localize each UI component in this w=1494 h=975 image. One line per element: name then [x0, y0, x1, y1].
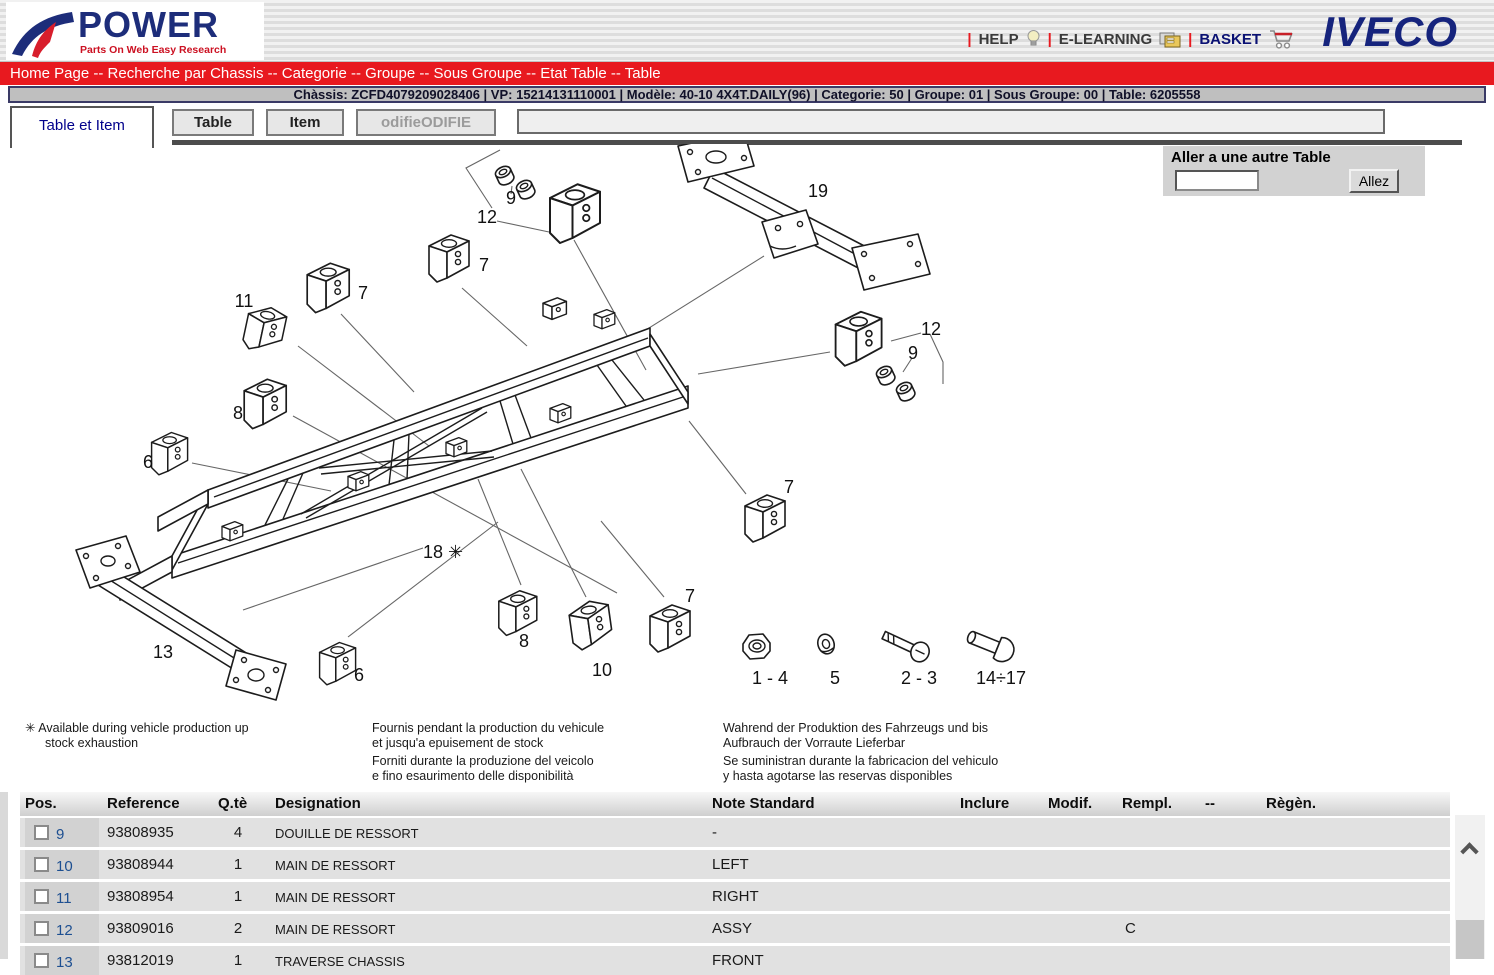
hardware-parts — [743, 625, 1018, 665]
part-callout: 12 — [920, 319, 942, 339]
col-regen: Règèn. — [1266, 795, 1317, 812]
part-callout: 18 ✳ — [422, 542, 464, 562]
pos-number[interactable]: 12 — [56, 921, 73, 939]
table-row — [20, 946, 1450, 975]
table-row — [20, 850, 1450, 879]
breadcrumb-link[interactable]: Home Page — [10, 65, 90, 82]
designation-cell: MAIN DE RESSORT — [275, 858, 396, 873]
reference-cell: 93809016 — [107, 920, 174, 937]
breadcrumb-separator: -- — [415, 65, 434, 82]
table-button[interactable]: Table — [172, 109, 254, 136]
row-checkbox[interactable] — [34, 953, 49, 968]
pos-cell — [25, 914, 99, 943]
part-callout: 1 - 4 — [751, 668, 789, 688]
footnote-it: Forniti durante la produzione del veicolo e fino esaurimento delle disponibilità — [372, 754, 594, 783]
row-checkbox[interactable] — [34, 889, 49, 904]
washer-part — [815, 632, 836, 656]
note-cell: - — [712, 824, 717, 841]
goto-table-input[interactable] — [1175, 170, 1259, 191]
note-cell: ASSY — [712, 920, 753, 937]
table-header — [20, 792, 1450, 816]
goto-table-title: Aller a une autre Table — [1171, 149, 1331, 166]
col-modif: Modif. — [1048, 795, 1093, 812]
part-callout: 7 — [783, 477, 795, 497]
part-callout: 6 — [142, 452, 154, 472]
reference-cell: 93808944 — [107, 856, 174, 873]
asterisk-icon: ✳ — [25, 721, 36, 735]
lightbulb-icon — [1026, 29, 1041, 49]
breadcrumb-link[interactable]: Sous Groupe — [433, 65, 522, 82]
col-pos: Pos. — [25, 795, 57, 812]
part-callout: 9 — [907, 343, 919, 363]
power-logo-subtitle: Parts On Web Easy Research — [80, 44, 227, 56]
pos-cell — [25, 818, 99, 847]
part-callout: 9 — [505, 188, 517, 208]
part-callout: 7 — [478, 255, 490, 275]
designation-cell: MAIN DE RESSORT — [275, 922, 396, 937]
breadcrumb-link[interactable]: Table — [624, 65, 661, 82]
note-cell: LEFT — [712, 856, 749, 873]
footnote-es: Se suministran durante la fabricacion del vehiculo y hasta agotarse las reservas disponibles — [723, 754, 999, 783]
elearning-link[interactable]: E-LEARNING — [1058, 30, 1153, 48]
col-dash: -- — [1205, 795, 1215, 812]
reference-cell: 93808954 — [107, 888, 174, 905]
breadcrumb-link[interactable]: Categorie — [281, 65, 347, 82]
iveco-logo[interactable]: IVECO — [1322, 8, 1458, 55]
breadcrumb-separator: -- — [521, 65, 541, 82]
reference-cell: 93812019 — [107, 952, 174, 969]
nut-part — [743, 634, 770, 659]
table-row — [20, 818, 1450, 847]
table-row — [20, 914, 1450, 943]
part-callout: 13 — [152, 642, 174, 662]
qty-cell: 1 — [233, 952, 243, 969]
qty-cell: 1 — [233, 888, 243, 905]
footnote-de: Wahrend der Produktion des Fahrzeugs und bis Aufbrauch der Vorraute Lieferbar — [723, 721, 988, 750]
header-nav — [967, 28, 1294, 50]
row-checkbox[interactable] — [34, 921, 49, 936]
note-cell: FRONT — [712, 952, 764, 969]
part-callout: 7 — [684, 586, 696, 606]
qty-cell: 2 — [233, 920, 243, 937]
part-callout: 7 — [357, 283, 369, 303]
part-callout: 10 — [591, 660, 613, 680]
col-inclure: Inclure — [960, 795, 1010, 812]
nav-separator: | — [1188, 30, 1193, 48]
qty-cell: 4 — [233, 824, 243, 841]
crossmember-19 — [678, 144, 930, 290]
designation-cell: DOUILLE DE RESSORT — [275, 826, 419, 841]
footnote-fr: Fournis pendant la production du vehicule et jusqu'a epuisement de stock — [372, 721, 605, 750]
top-header — [0, 0, 1494, 62]
power-logo-text: POWER — [78, 4, 220, 45]
bolt-part — [880, 626, 933, 665]
power-swoosh-icon — [10, 8, 76, 60]
goto-table-panel — [1163, 146, 1425, 196]
breadcrumb-separator: -- — [346, 65, 366, 82]
toolbar-input[interactable] — [517, 109, 1385, 134]
cart-icon — [1268, 28, 1294, 50]
col-qty: Q.tè — [218, 795, 248, 812]
nav-separator: | — [967, 30, 972, 48]
modify-button[interactable]: odifieODIFIE — [356, 109, 496, 136]
part-callout: 19 — [807, 181, 829, 201]
designation-cell: MAIN DE RESSORT — [275, 890, 396, 905]
help-link[interactable]: HELP — [978, 30, 1019, 48]
chassis-exploded-diagram — [0, 144, 1160, 720]
breadcrumb-link[interactable]: Recherche par Chassis — [107, 65, 264, 82]
table-left-strip — [0, 792, 8, 959]
col-note-standard: Note Standard — [712, 795, 815, 812]
power-logo[interactable] — [6, 2, 264, 60]
part-callout: 8 — [232, 403, 244, 423]
pos-number[interactable]: 9 — [56, 825, 65, 843]
breadcrumb — [0, 62, 1494, 85]
col-rempl: Rempl. — [1122, 795, 1173, 812]
table-row — [20, 882, 1450, 911]
part-callout: 2 - 3 — [900, 668, 938, 688]
nav-separator: | — [1047, 30, 1052, 48]
breadcrumb-link[interactable]: Etat Table — [540, 65, 607, 82]
qty-cell: 1 — [233, 856, 243, 873]
note-cell: RIGHT — [712, 888, 759, 905]
designation-cell: TRAVERSE CHASSIS — [275, 954, 405, 969]
part-callout: 5 — [829, 668, 841, 688]
folder-icon — [1159, 30, 1181, 48]
rempl-cell: C — [1125, 920, 1136, 937]
part-callout: 11 — [234, 291, 254, 311]
pos-cell — [25, 882, 99, 911]
basket-link[interactable]: BASKET — [1199, 30, 1261, 48]
pos-number[interactable]: 11 — [56, 889, 72, 907]
breadcrumb-separator: -- — [263, 65, 282, 82]
chassis-info-bar: Chàssis: ZCFD4079209028406 | VP: 15214131110001 | Modèle: 40-10 4X4T.DAILY(96) | Categorie: 50 | Groupe: 01 | Sous Groupe: 00 | Table: 6205558 — [8, 86, 1486, 103]
row-checkbox[interactable] — [34, 825, 49, 840]
tab-table-et-item[interactable]: Table et Item — [10, 106, 154, 148]
allez-button[interactable]: Allez — [1349, 169, 1399, 193]
row-checkbox[interactable] — [34, 857, 49, 872]
bracket-parts — [152, 184, 882, 685]
pos-cell — [25, 850, 99, 879]
part-callout: 8 — [518, 631, 530, 651]
part-callout: 6 — [353, 665, 365, 685]
pin-part — [964, 625, 1018, 665]
breadcrumb-link[interactable]: Groupe — [365, 65, 416, 82]
part-callout: 12 — [476, 207, 498, 227]
pos-cell — [25, 946, 99, 975]
pos-number[interactable]: 10 — [56, 857, 73, 875]
reference-cell: 93808935 — [107, 824, 174, 841]
breadcrumb-separator: -- — [606, 65, 625, 82]
pos-number[interactable]: 13 — [56, 953, 73, 971]
item-button[interactable]: Item — [266, 109, 344, 136]
breadcrumb-separator: -- — [89, 65, 108, 82]
table-scrollbar-thumb[interactable] — [1456, 920, 1484, 959]
footnote-en: ✳ Available during vehicle production up stock exhaustion — [25, 721, 249, 750]
col-designation: Designation — [275, 795, 361, 812]
col-reference: Reference — [107, 795, 180, 812]
part-callout: 14÷17 — [976, 668, 1026, 688]
